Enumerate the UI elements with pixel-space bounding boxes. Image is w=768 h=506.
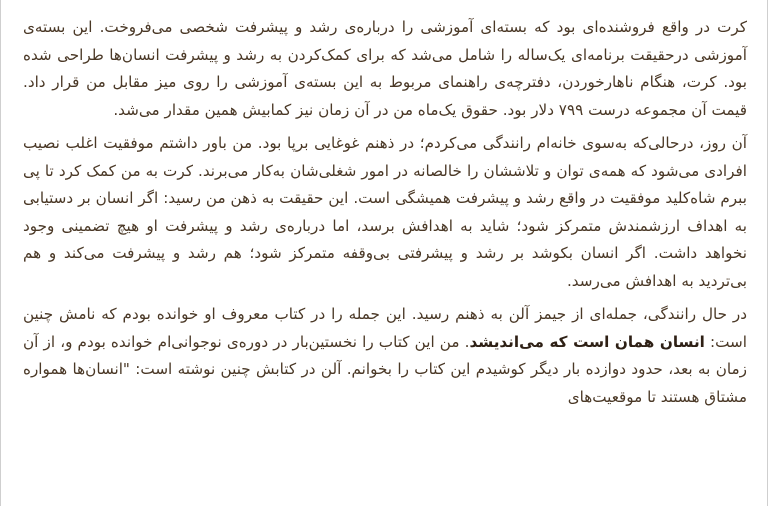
paragraph-3 bbox=[23, 301, 747, 411]
paragraph-3-intro: در حال رانندگی، جمله‌ای از جیمز آلن به ذهنم رسید. این جمله را در کتاب معروف او خوانده بودم که نامش چنین است: bbox=[23, 305, 747, 351]
paragraph-1: کرت در واقع فروشنده‌ای بود که بسته‌ای آموزشی را درباره‌ی رشد و پیشرفت شخصی می‌فروخت. این بسته‌ی آموزشی درحقیقت برنامه‌ای یک‌ساله را شامل می‌شد که برای کمک‌کردن به رشد و پیشرفت انسان‌ها طراحی شده بود. کرت، هنگام ناهارخوردن، دفترچه‌ی راهنمای مربوط به این بسته‌ی آموزشی را روی میز مقابل من قرار داد. قیمت آن مجموعه درست ۷۹۹ دلار بود. حقوق یک‌ماه من در آن زمان نیز کمابیش همین مقدار می‌شد. bbox=[23, 18, 747, 119]
page-body bbox=[23, 14, 747, 417]
paragraph-3-rest: . من این کتاب را نخستین‌بار در دوره‌ی نوجوانی‌ام خوانده بودم و، از آن زمان به بعد، حدود دوازده بار دیگر کوشیدم این کتاب را بخوانم. آلن در کتابش چنین نوشته است: "انسان‌ها همواره مشتاق هستند تا موقعیت‌های bbox=[23, 332, 747, 406]
book-title-bold: انسان همان است که می‌اندیشد bbox=[469, 332, 705, 351]
paragraph-2: آن روز، درحالی‌که به‌سوی خانه‌ام رانندگی می‌کردم؛ در ذهنم غوغایی برپا بود. من باور داشتم موفقیت اغلب نصیب افرادی می‌شود که همه‌ی توان و تلاششان را خالصانه در امور شغلی‌شان به‌کار می‌برند. کرت به من کمک کرد تا پی ببرم شاه‌کلید موفقیت در واقع رشد و پیشرفت همیشگی است. این حقیقت به ذهن من رسید: اگر انسان بر دستیابی به اهداف ارزشمندش متمرکز شود؛ شاید به اهدافش برسد، اما درباره‌ی رشد و پیشرفت او هیچ تضمینی وجود نخواهد داشت. اگر انسان بکوشد بر رشد و پیشرفتی بی‌وقفه متمرکز شود؛ هم رشد و پیشرفت می‌کند و هم بی‌تردید به اهدافش می‌رسد. bbox=[23, 134, 747, 290]
